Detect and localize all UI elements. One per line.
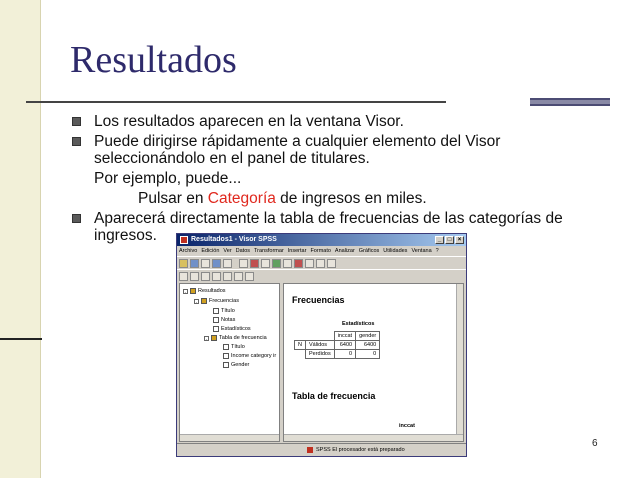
stats-table-title: Estadísticos bbox=[342, 321, 375, 327]
title-underline-accent bbox=[530, 98, 610, 106]
left-bottom-rule bbox=[0, 338, 42, 340]
toolbar-2 bbox=[177, 269, 466, 282]
table-row bbox=[295, 332, 380, 341]
menu-transformar[interactable]: Transformar bbox=[254, 248, 284, 254]
undo-icon[interactable] bbox=[239, 259, 248, 268]
left-decor-band bbox=[0, 0, 40, 478]
menu-utilidades[interactable]: Utilidades bbox=[383, 248, 408, 254]
menu-help[interactable]: ? bbox=[435, 248, 439, 254]
bullet-square-icon bbox=[72, 137, 81, 146]
cell-valid-gender: 6400 bbox=[356, 341, 380, 350]
indent-post: de ingresos en miles. bbox=[275, 190, 427, 207]
collapse-icon[interactable] bbox=[212, 272, 221, 281]
row-label-n: N bbox=[295, 341, 306, 350]
procedure-book-icon bbox=[211, 335, 217, 341]
outline-item-titulo-2[interactable]: Título bbox=[223, 344, 245, 350]
spss-processor-icon bbox=[307, 447, 313, 453]
promote-icon[interactable] bbox=[179, 272, 188, 281]
outline-item-estadisticos[interactable]: Estadísticos bbox=[213, 326, 251, 332]
row-label-perdidos: Perdidos bbox=[305, 350, 334, 359]
example-line: Por ejemplo, puede... bbox=[94, 170, 242, 187]
find-icon[interactable] bbox=[272, 259, 281, 268]
content-vscrollbar[interactable] bbox=[456, 284, 463, 442]
weight-cases-icon[interactable] bbox=[316, 259, 325, 268]
collapse-toggle-icon[interactable]: - bbox=[205, 335, 208, 341]
bullet-2-line2: seleccionándolo en el panel de titulares. bbox=[94, 150, 370, 167]
table-row bbox=[295, 341, 380, 350]
menu-analizar[interactable]: Analizar bbox=[334, 248, 355, 254]
results-book-icon bbox=[190, 288, 196, 294]
select-cases-icon[interactable] bbox=[327, 259, 336, 268]
procedure-book-icon bbox=[201, 298, 207, 304]
window-titlebar bbox=[177, 234, 466, 246]
insert-heading-icon[interactable] bbox=[245, 272, 254, 281]
table-caption-inccat: inccat bbox=[399, 423, 415, 429]
minimize-button[interactable]: _ bbox=[435, 236, 444, 244]
stats-table[interactable] bbox=[294, 331, 380, 359]
menu-insertar[interactable]: Insertar bbox=[287, 248, 307, 254]
viewer-panes bbox=[179, 283, 464, 442]
menu-archivo[interactable]: Archivo bbox=[179, 248, 198, 254]
outline-item-titulo[interactable]: Título bbox=[213, 308, 235, 314]
menu-ver[interactable]: Ver bbox=[223, 248, 232, 254]
outline-hscrollbar[interactable] bbox=[180, 434, 279, 441]
outline-item-income-category[interactable]: Income category ir bbox=[223, 353, 276, 359]
split-file-icon[interactable] bbox=[305, 259, 314, 268]
bullet-2 bbox=[70, 133, 600, 167]
doc-icon bbox=[223, 353, 229, 359]
doc-icon bbox=[213, 326, 219, 332]
status-text: SPSS El procesador está preparado bbox=[316, 447, 405, 453]
insert-variable-icon[interactable] bbox=[294, 259, 303, 268]
outline-item-tabla-frecuencia[interactable]: - Tabla de frecuencia bbox=[205, 335, 267, 341]
spss-viewer-window bbox=[176, 233, 467, 457]
recall-dialog-icon[interactable] bbox=[223, 259, 232, 268]
window-title: Resultados1 - Visor SPSS bbox=[191, 236, 277, 243]
menu-graficos[interactable]: Gráficos bbox=[358, 248, 380, 254]
open-icon[interactable] bbox=[179, 259, 188, 268]
menu-edicion[interactable]: Edición bbox=[201, 248, 220, 254]
doc-icon bbox=[213, 308, 219, 314]
bullet-square-icon bbox=[72, 214, 81, 223]
save-icon[interactable] bbox=[190, 259, 199, 268]
bullet-3-line1: Aparecerá directamente la tabla de frecuencias de las categorías de bbox=[94, 210, 563, 227]
outline-item-gender[interactable]: Gender bbox=[223, 362, 249, 368]
indent-pre: Pulsar en bbox=[138, 190, 208, 207]
col-header-inccat: inccat bbox=[334, 332, 355, 341]
doc-icon bbox=[223, 362, 229, 368]
bullet-2-line1: Puede dirigirse rápidamente a cualquier elemento del Visor bbox=[94, 133, 501, 150]
status-bar bbox=[177, 443, 466, 456]
content-hscrollbar[interactable] bbox=[284, 434, 463, 441]
variables-icon[interactable] bbox=[261, 259, 270, 268]
cell-valid-inccat: 6400 bbox=[334, 341, 355, 350]
doc-icon bbox=[213, 317, 219, 323]
window-controls bbox=[435, 236, 464, 244]
export-icon[interactable] bbox=[212, 259, 221, 268]
show-icon[interactable] bbox=[223, 272, 232, 281]
menubar bbox=[177, 246, 466, 256]
doc-icon bbox=[223, 344, 229, 350]
outline-pane[interactable] bbox=[179, 283, 280, 442]
close-button[interactable]: × bbox=[455, 236, 464, 244]
expand-icon[interactable] bbox=[201, 272, 210, 281]
menu-datos[interactable]: Datos bbox=[235, 248, 251, 254]
hide-icon[interactable] bbox=[234, 272, 243, 281]
col-header-gender: gender bbox=[356, 332, 380, 341]
collapse-toggle-icon[interactable]: - bbox=[195, 298, 198, 304]
row-label-validos: Válidos bbox=[305, 341, 334, 350]
cell-missing-gender: 0 bbox=[356, 350, 380, 359]
bullet-1 bbox=[70, 113, 600, 130]
heading-tabla-frecuencia: Tabla de frecuencia bbox=[292, 391, 376, 401]
print-icon[interactable] bbox=[201, 259, 210, 268]
indent-highlight: Categoría bbox=[207, 190, 276, 207]
cell-missing-inccat: 0 bbox=[334, 350, 355, 359]
heading-frecuencias: Frecuencias bbox=[292, 295, 345, 305]
bullet-3-line2: ingresos. bbox=[94, 227, 157, 244]
slide-body bbox=[70, 113, 600, 244]
outline-item-notas[interactable]: Notas bbox=[213, 317, 235, 323]
menu-ventana[interactable]: Ventana bbox=[411, 248, 432, 254]
outline-item-resultados[interactable]: - Resultados bbox=[184, 288, 226, 294]
content-pane[interactable] bbox=[283, 283, 464, 442]
goto-case-icon[interactable] bbox=[250, 259, 259, 268]
outline-item-frecuencias[interactable]: - Frecuencias bbox=[195, 298, 239, 304]
left-decor-rule bbox=[40, 0, 41, 478]
maximize-button[interactable]: □ bbox=[445, 236, 454, 244]
demote-icon[interactable] bbox=[190, 272, 199, 281]
toolbar-1 bbox=[177, 256, 466, 269]
page-number: 6 bbox=[592, 438, 598, 449]
title-underline bbox=[26, 101, 446, 103]
insert-cases-icon[interactable] bbox=[283, 259, 292, 268]
bullet-square-icon bbox=[72, 117, 81, 126]
collapse-toggle-icon[interactable]: - bbox=[184, 288, 187, 294]
bullet-1-text: Los resultados aparecen en la ventana Visor. bbox=[94, 113, 404, 130]
slide-title: Resultados bbox=[70, 39, 237, 81]
menu-formato[interactable]: Formato bbox=[310, 248, 331, 254]
indent-line bbox=[70, 190, 600, 207]
spss-app-icon bbox=[180, 236, 188, 244]
table-row bbox=[295, 350, 380, 359]
